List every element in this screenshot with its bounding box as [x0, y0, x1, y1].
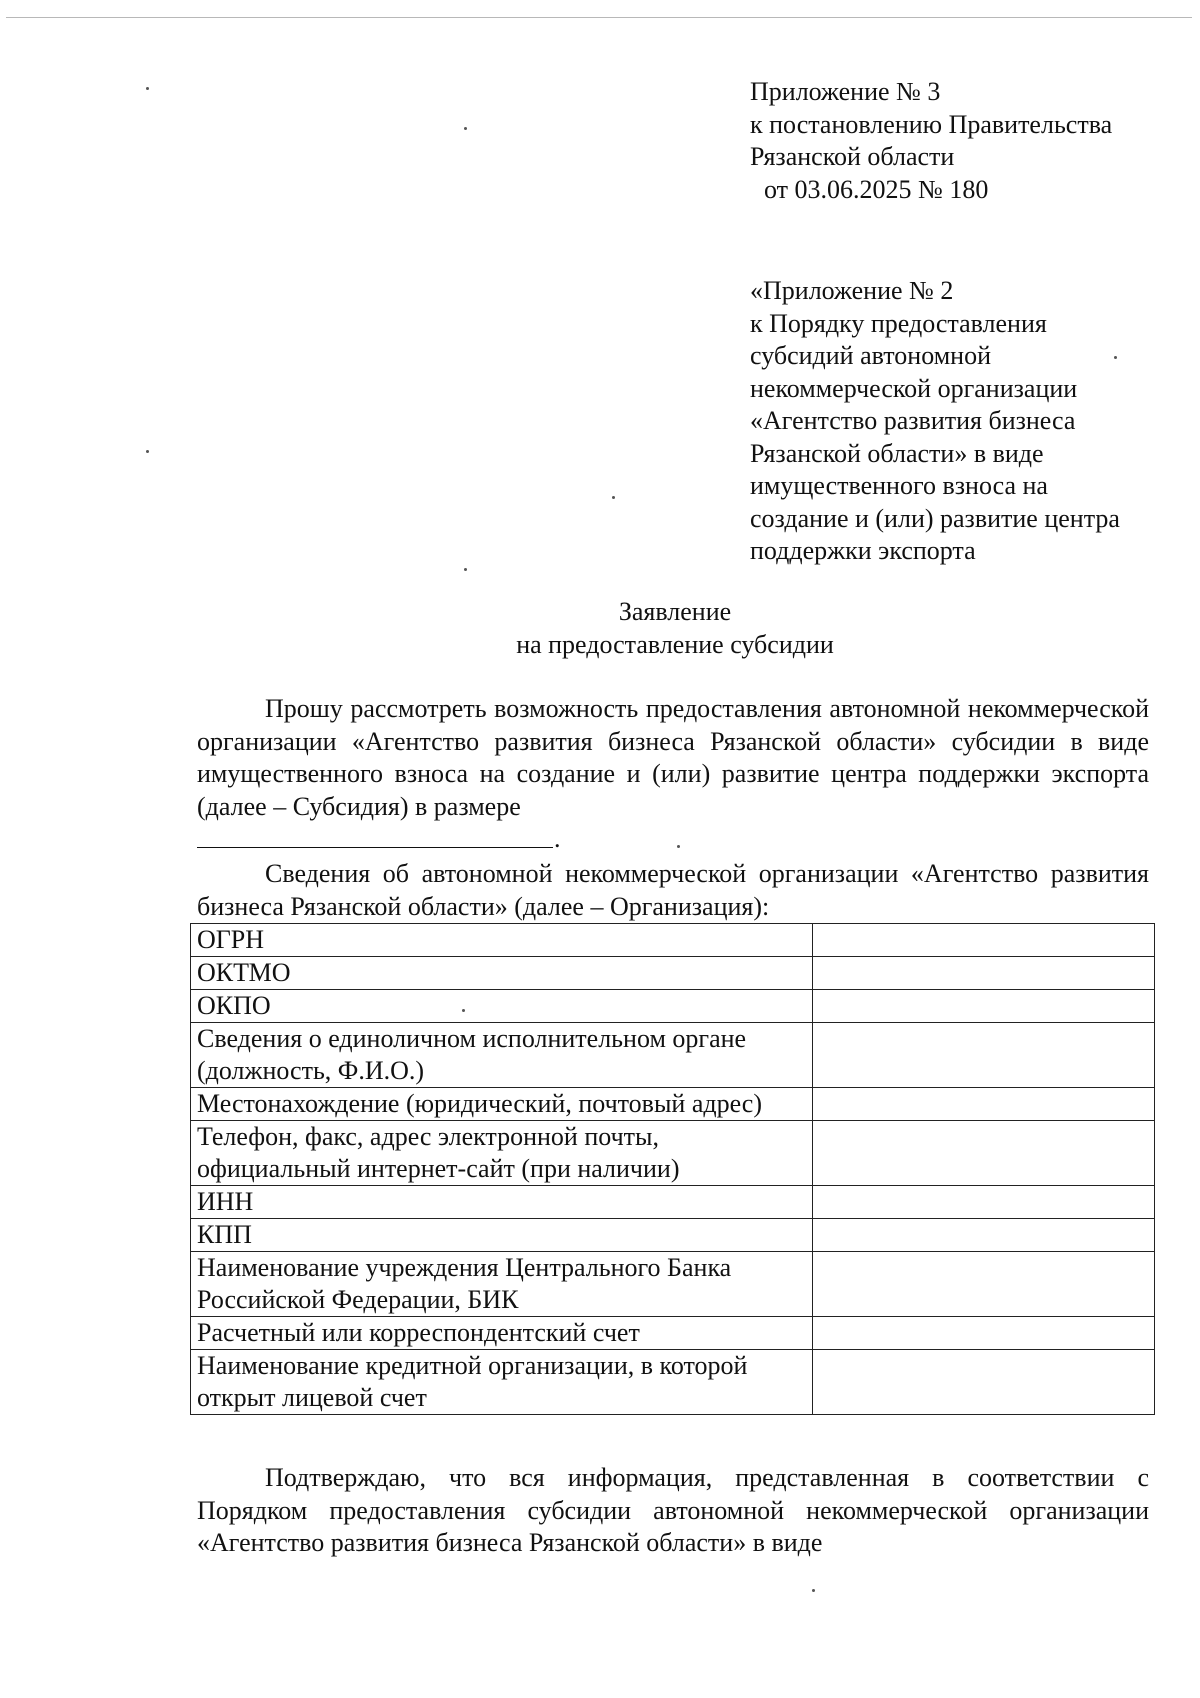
appendix-line: к постановлению Правительства	[750, 109, 1113, 139]
row-label: ОГРН	[191, 924, 813, 957]
row-label: Расчетный или корреспондентский счет	[191, 1317, 813, 1350]
document-title: Заявление	[618, 597, 732, 626]
info-text: Сведения об автономной некоммерческой организации «Агентство развития бизнеса Рязанской области» (далее – Организация):	[197, 859, 1149, 921]
row-value	[813, 924, 1155, 957]
scan-speck	[464, 127, 467, 130]
table-row	[191, 990, 1155, 1023]
row-value	[813, 957, 1155, 990]
confirm-paragraph	[197, 1462, 1149, 1560]
table-row	[191, 1088, 1155, 1121]
row-label: Наименование учреждения Центрального Банка Российской Федерации, БИК	[191, 1252, 813, 1317]
appendix-line: Приложение № 3	[750, 77, 941, 106]
quoted-line: к Порядку предоставления	[750, 308, 1047, 338]
row-label: Сведения о единоличном исполнительном органе (должность, Ф.И.О.)	[191, 1023, 813, 1088]
row-label: КПП	[191, 1219, 813, 1252]
scan-speck	[464, 568, 467, 571]
row-label: ИНН	[191, 1186, 813, 1219]
scan-speck	[677, 845, 680, 848]
table-row	[191, 1317, 1155, 1350]
request-text: Прошу рассмотреть возможность предоставления автономной некоммерческой организации «Агентство развития бизнеса Рязанской области» субсидии в виде имущественного взноса на создание и (или) развитие центра поддержки экспорта (далее – Субсидия) в размере	[197, 694, 1149, 821]
organization-table	[190, 923, 1155, 1415]
quoted-line: создание и (или) развитие центра	[750, 503, 1120, 533]
row-label: ОКТМО	[191, 957, 813, 990]
row-value	[813, 1088, 1155, 1121]
row-value	[813, 1219, 1155, 1252]
quoted-line: «Приложение № 2	[750, 276, 954, 305]
row-value	[813, 1317, 1155, 1350]
scan-speck	[612, 496, 615, 499]
quoted-line: некоммерческой организации	[750, 373, 1078, 403]
table-row	[191, 1186, 1155, 1219]
row-value	[813, 990, 1155, 1023]
confirm-text: Подтверждаю, что вся информация, представленная в соответствии с Порядком предоставления субсидии автономной некоммерческой организации «Агентство развития бизнеса Рязанской области» в виде	[197, 1463, 1149, 1557]
row-value	[813, 1023, 1155, 1088]
table-row	[191, 1023, 1155, 1088]
row-value	[813, 1186, 1155, 1219]
quoted-appendix-block	[750, 275, 1190, 568]
appendix-line: Рязанской области	[750, 142, 955, 171]
scan-speck	[812, 1589, 815, 1592]
amount-underline	[197, 847, 553, 848]
info-paragraph	[197, 858, 1149, 923]
quoted-line: субсидий автономной	[750, 341, 991, 370]
quoted-line: имущественного взноса на	[750, 471, 1048, 500]
quoted-line: «Агентство развития бизнеса	[750, 406, 1076, 435]
row-label: Телефон, факс, адрес электронной почты, официальный интернет-сайт (при наличии)	[191, 1121, 813, 1186]
table-row	[191, 1219, 1155, 1252]
table-row	[191, 1121, 1155, 1186]
quoted-line: Рязанской области» в виде	[750, 438, 1044, 468]
quoted-line: поддержки экспорта	[750, 536, 976, 565]
scan-top-edge	[6, 17, 1192, 18]
request-paragraph	[197, 693, 1149, 823]
document-subtitle: на предоставление субсидии	[516, 629, 834, 659]
row-label: Наименование кредитной организации, в которой открыт лицевой счет	[191, 1350, 813, 1415]
table-row	[191, 1252, 1155, 1317]
row-value	[813, 1252, 1155, 1317]
appendix-line: от 03.06.2025 № 180	[764, 174, 989, 204]
blank-end: .	[554, 823, 561, 853]
row-value	[813, 1121, 1155, 1186]
scan-speck	[146, 87, 149, 90]
subsidy-amount-blank	[197, 823, 567, 855]
table-row	[191, 924, 1155, 957]
table-row	[191, 1350, 1155, 1415]
row-label: Местонахождение (юридический, почтовый адрес)	[191, 1088, 813, 1121]
scan-speck	[146, 450, 149, 453]
row-label: ОКПО	[191, 990, 813, 1023]
document-heading	[0, 596, 1200, 661]
appendix-block	[750, 76, 1190, 206]
row-value	[813, 1350, 1155, 1415]
table-row	[191, 957, 1155, 990]
